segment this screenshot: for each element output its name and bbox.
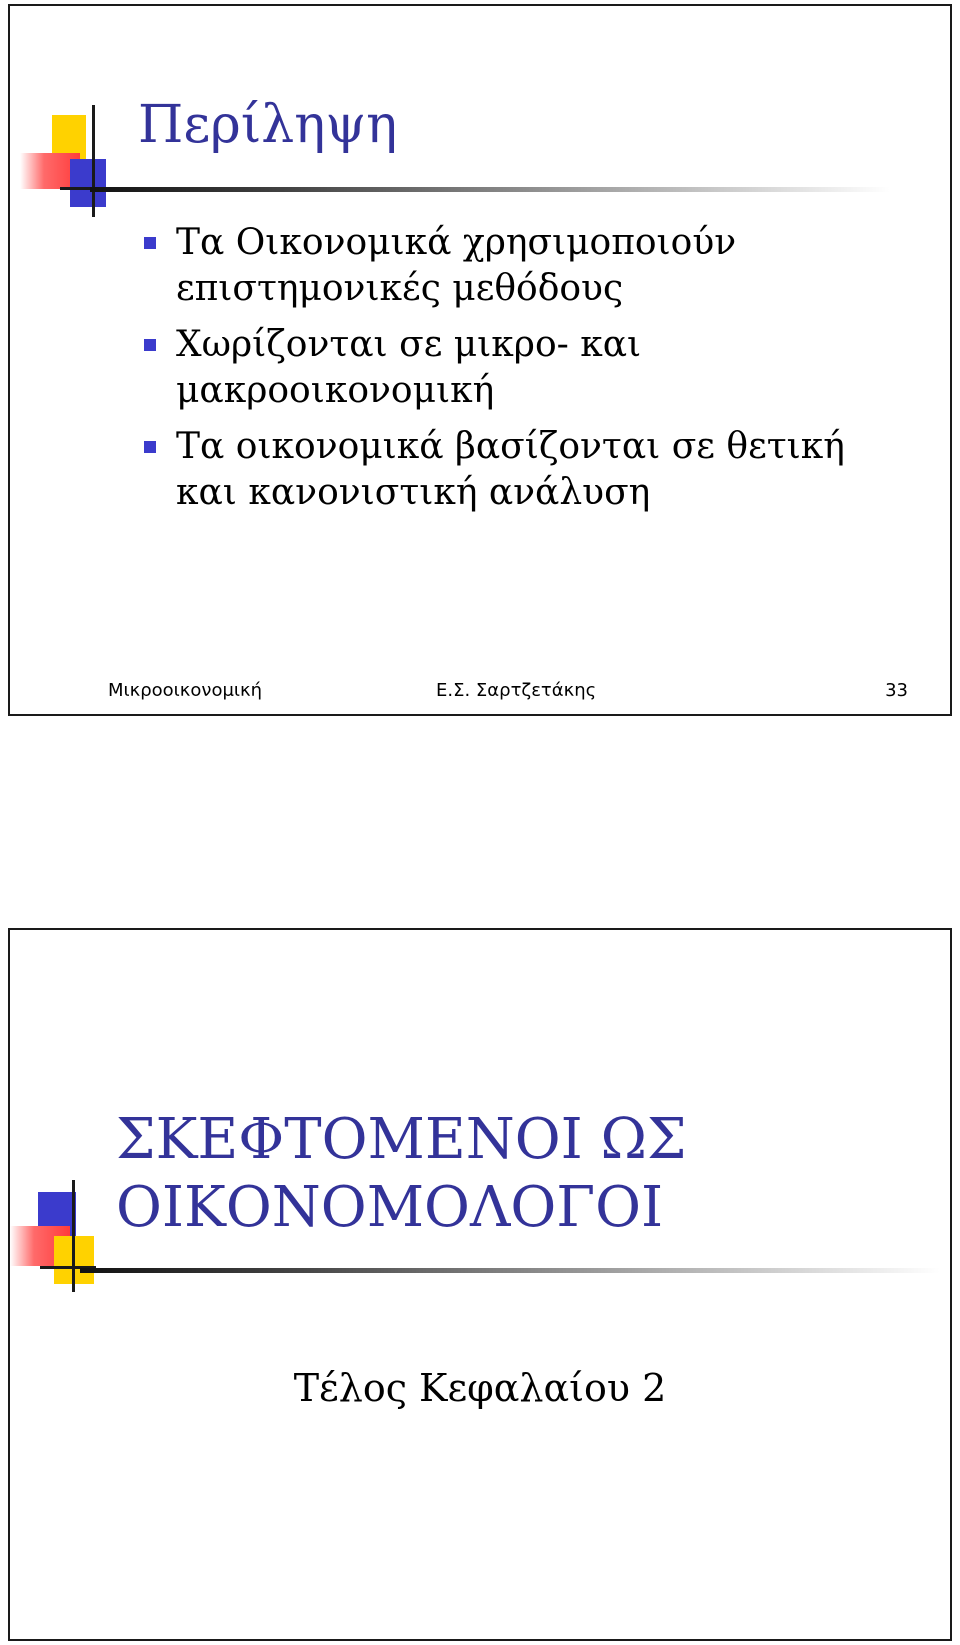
square-bullet-icon [144, 441, 156, 453]
title-underline [80, 1268, 940, 1273]
logo-blue-square [70, 159, 106, 207]
section-title-line: ΣΚΕΦΤΟΜΕΝΟΙ ΩΣ [116, 1107, 687, 1172]
square-bullet-icon [144, 339, 156, 351]
slide-title: Περίληψη [138, 95, 398, 155]
footer-page-number: 33 [885, 680, 908, 701]
bullet-item [136, 220, 916, 312]
footer-author: Ε.Σ. Σαρτζετάκης [436, 680, 597, 701]
bullet-item [136, 322, 916, 414]
corner-logo-graphic [20, 101, 140, 221]
bullet-text: Χωρίζονται σε μικρο- και μακροοικονομική [176, 324, 642, 411]
bullet-text: Τα Οικονομικά χρησιμοποιούν επιστημονικές μεθόδους [176, 222, 737, 309]
section-title [116, 1106, 687, 1242]
section-title-line: ΟΙΚΟΝΟΜΟΛΟΓΟΙ [116, 1175, 664, 1240]
square-bullet-icon [144, 237, 156, 249]
logo-vertical-line [72, 1180, 75, 1292]
title-underline [90, 187, 890, 192]
logo-vertical-line [92, 105, 95, 217]
bullet-text: Τα οικονομικά βασίζονται σε θετική και κανονιστική ανάλυση [176, 426, 845, 513]
slide-summary [8, 4, 952, 716]
footer-course-name: Μικροοικονομική [108, 680, 263, 701]
slide-section-end [8, 928, 952, 1641]
bullet-list [136, 220, 916, 526]
bullet-item [136, 424, 916, 516]
corner-logo-graphic [10, 1180, 130, 1300]
section-subtitle: Τέλος Κεφαλαίου 2 [293, 1366, 667, 1410]
